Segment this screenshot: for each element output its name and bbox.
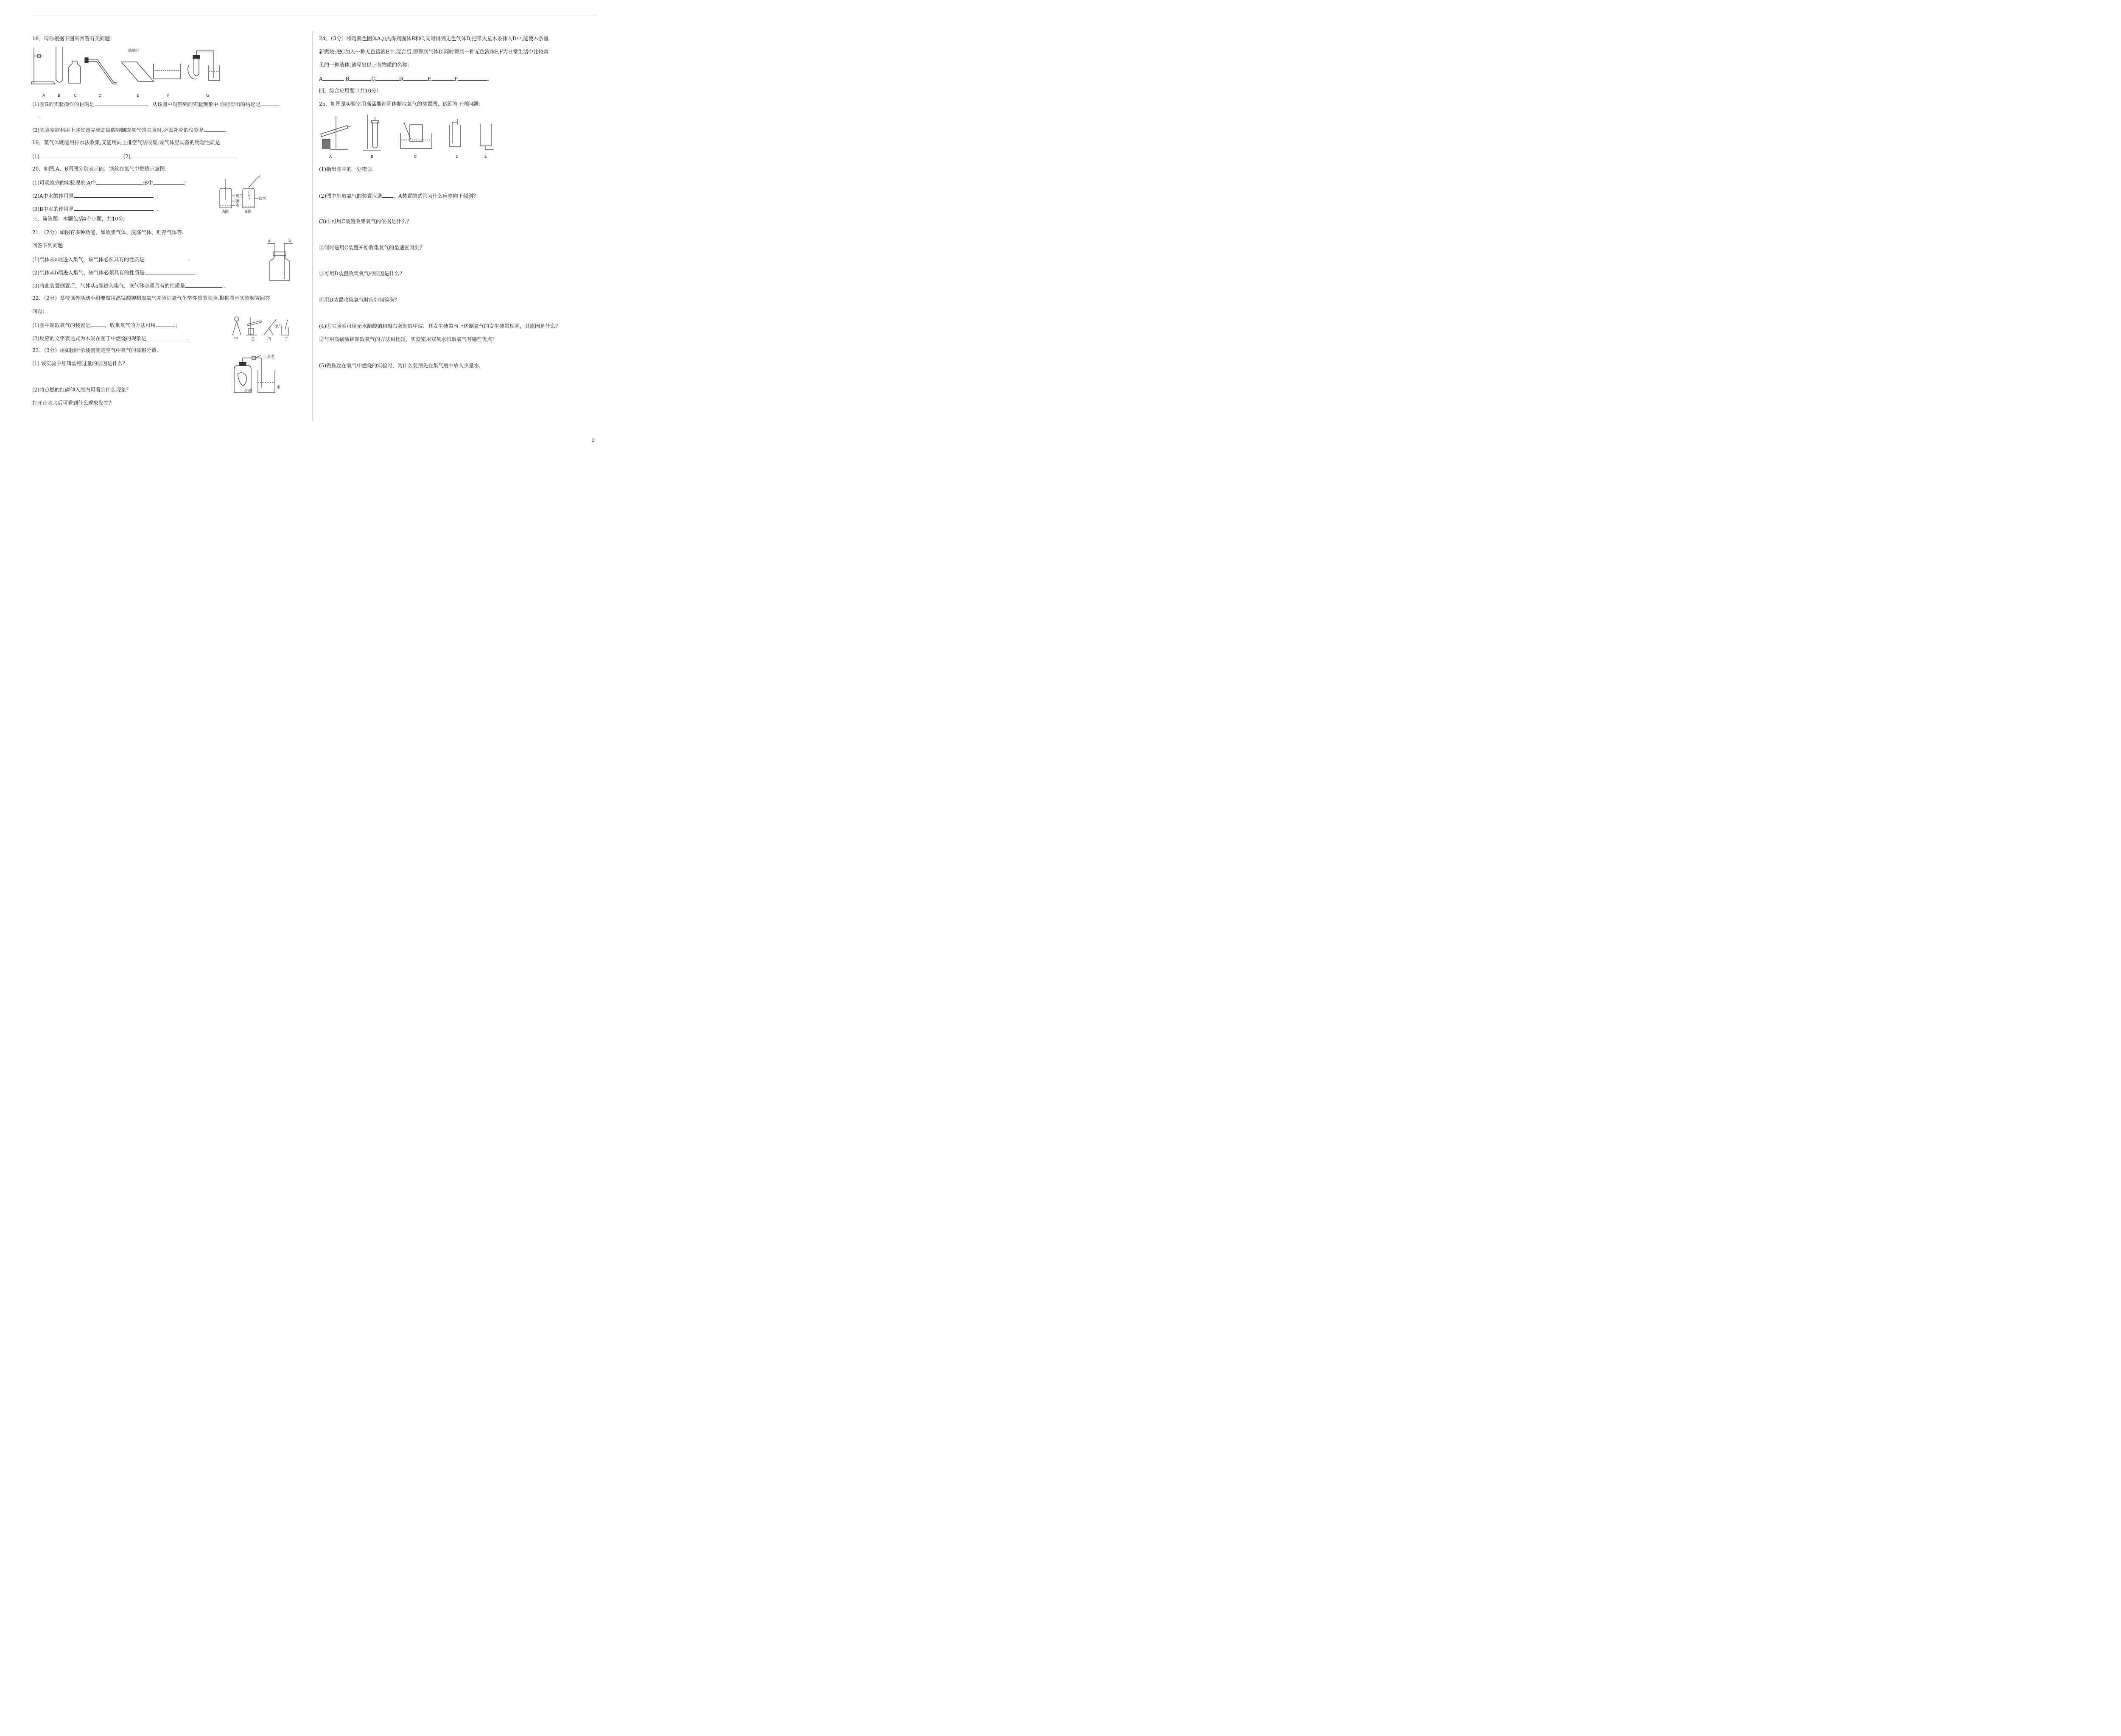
fig-label-C: C xyxy=(414,155,417,159)
red-phosphorus-label: 红磷 xyxy=(244,389,252,393)
answer-blank[interactable] xyxy=(145,269,195,274)
q22-part2: (2)反应的文字表达式为木炭在图丁中燃烧的现象是 . xyxy=(32,335,189,341)
section-4-heading: 四，综合应用题（共10分） xyxy=(319,88,382,94)
fig-label-B: B xyxy=(371,155,374,159)
q25-part5: (5)做铁丝在氧气中燃烧的实验时，为什么要预先在集气瓶中放入少量水. xyxy=(319,363,481,369)
answer-blank[interactable] xyxy=(39,153,120,158)
q23-stem: 23．（3分）用如图所示装置测定空气中氧气的体积分数. xyxy=(32,347,158,353)
q20-stem: 20．如图,A、B两图分别表示硫、铁丝在氧气中燃烧示意图： xyxy=(32,166,170,172)
q24-line2: 新燃烧;把C加入一种无色溶液E中,混合后,即得到气体D,同时得到一种无色液体F,F为日常生活中比较常 xyxy=(319,49,549,55)
end-a-label: a xyxy=(268,239,271,243)
q22-stem-line1: 22．（2分）某校课外活动小组要做用高锰酸钾制取氧气并验证氧气化学性质的实验.根据图示实验装置回答 xyxy=(32,295,270,301)
q24-answers: A B C D E F . xyxy=(319,76,490,82)
q25-part1: (1)指出图中的一处错误. xyxy=(319,166,374,172)
answer-blank[interactable] xyxy=(458,75,487,81)
q21-gas-bottle-figure xyxy=(264,238,296,284)
fig-label-C: C xyxy=(74,94,77,98)
q22-apparatus-figure xyxy=(229,313,293,341)
q25-stem: 25．如图是实验室用高锰酸钾固体制取氧气的装置图，试回答下列问题： xyxy=(319,101,484,107)
fig-label-bing: 丙 xyxy=(267,337,271,341)
fig-label-D: D xyxy=(98,94,101,98)
fig-label-jia: 甲 xyxy=(234,337,238,341)
q23-part2: (2)将点燃的红磷伸入瓶内可看到什么现象？ xyxy=(32,387,131,393)
q20-part2: (2)A中水的作用是 ； xyxy=(32,193,162,199)
answer-blank[interactable] xyxy=(382,192,393,198)
q19-stem: 19．某气体既能用排水法收集,又能用向上排空气法收集,该气体应具备的物理性质是 xyxy=(32,140,220,145)
fig-label-A: A xyxy=(329,155,332,159)
sulfur-label: 硫 xyxy=(235,199,240,204)
q18-stem: 18．请你根据下图来回答有关问题： xyxy=(32,36,115,42)
page-number: 2 xyxy=(592,438,595,443)
clamp-label: 止水夹 xyxy=(263,355,275,359)
answer-blank[interactable] xyxy=(96,179,143,185)
q25-part3-4: ④用D装置收集氧气时应如何验满？ xyxy=(319,297,400,303)
answer-blank[interactable] xyxy=(323,75,344,81)
q23-part1: (1) 该实验中红磷需稍过量的原因是什么？ xyxy=(32,361,128,366)
q25-part2: (2)图中制取氧气的装置应选 ，A装置的试管为什么应略向下倾斜？ xyxy=(319,193,478,199)
q22-part1: (1)图中制取氧气的装置是 ，收集氧气的方法可用 ； xyxy=(32,322,181,328)
q23-oxygen-measure-figure xyxy=(229,353,288,395)
q18-part2: (2)实验室欲利用上述仪器完成高锰酸钾制取氧气的实验时,必需补充的仪器是 . xyxy=(32,127,227,133)
oxygen-label: 氧气 xyxy=(275,324,283,329)
answer-blank[interactable] xyxy=(375,75,399,81)
fig-label-A: A xyxy=(42,94,45,98)
water-label: 水 xyxy=(277,386,281,390)
q25-part3-3: ③可用D装置收集氧气的原因是什么？ xyxy=(319,271,405,277)
answer-blank[interactable] xyxy=(74,205,154,211)
caption-a: A图 xyxy=(222,210,229,214)
fig-label-E: E xyxy=(484,155,487,159)
fig-label-F: F xyxy=(167,94,170,98)
fig-label-yi: 乙 xyxy=(251,337,255,341)
answer-blank[interactable] xyxy=(204,126,225,132)
answer-blank[interactable] xyxy=(185,282,222,288)
q18-part1-end: . xyxy=(37,114,39,120)
q25-part4-1: (4)①实验室可用无水醋酸钠和碱石灰制取甲烷，其发生装置与上述制氧气的发生装置相同，其原因是什么？ xyxy=(319,323,561,329)
q25-part3-1: (3)①可用C装置收集氧气的依据是什么？ xyxy=(319,218,412,224)
caption-b: B图 xyxy=(245,210,252,214)
answer-blank[interactable] xyxy=(74,192,154,198)
q25-apparatus-figure xyxy=(317,112,500,159)
answer-blank[interactable] xyxy=(403,75,428,81)
water-label: 水 xyxy=(235,204,240,208)
q18-apparatus-figure xyxy=(31,44,230,98)
answer-blank[interactable] xyxy=(90,321,105,327)
fig-label-B: B xyxy=(58,94,61,98)
section-3-heading: 三、简答题：本题包括4个小题，共10分。 xyxy=(32,216,129,222)
q21-part1: (1)气体从a端进入集气，该气体必须具有的性质是 . xyxy=(32,257,190,263)
answer-blank[interactable] xyxy=(260,101,279,106)
q24-line3: 见的一种液体.请写出以上各物质的名称： xyxy=(319,62,412,68)
fig-label-G: G xyxy=(206,94,209,98)
q20-part1: (1)可观察到的实验现象:A中 ;B中 ； xyxy=(32,180,189,186)
q25-part4-2: ②与用高锰酸钾制取氧气的方法相比较，实验室用双氧水制取氧气有哪些优点？ xyxy=(319,336,498,342)
answer-blank[interactable] xyxy=(431,75,454,81)
q19-answers: (1) (2) xyxy=(32,153,237,160)
oxygen-label: 氧气 xyxy=(235,194,243,198)
glass-plate-label: 玻璃片 xyxy=(128,49,140,53)
q25-part3-2: ②何时是用C装置开始收集氧气的最适宜时刻？ xyxy=(319,245,425,251)
q21-sub: 回答下列问题： xyxy=(32,243,68,249)
answer-blank[interactable] xyxy=(95,101,147,106)
q22-stem-line2: 问题： xyxy=(32,308,48,314)
answer-blank[interactable] xyxy=(144,256,188,261)
q21-part2: (2)气体从b端进入集气，该气体必须具有的性质是 . xyxy=(32,270,198,276)
answer-blank[interactable] xyxy=(156,321,175,327)
q24-line1: 24．（3分）将暗紫色固体A加热得到固体B和C,同时得到无色气体D,把带火星木条伸入D中,能使木条重 xyxy=(319,36,549,42)
q23-part3: 打开止水夹后可看到什么现象发生？ xyxy=(32,400,114,406)
answer-blank[interactable] xyxy=(146,335,187,340)
answer-blank[interactable] xyxy=(349,75,371,81)
q20-part3: (3)B中水的作用是 . xyxy=(32,206,159,212)
end-b-label: b xyxy=(288,239,291,243)
q21-stem: 21．（2分）如图有多种功能，如收集气体、洗涤气体、贮存气体等. xyxy=(32,229,184,235)
answer-blank[interactable] xyxy=(132,153,237,158)
q20-combustion-figure xyxy=(217,175,272,215)
fig-label-D: D xyxy=(456,155,459,159)
q21-part3: (3)将此装置倒置后，气体从a端进入集气，该气体必须具有的性质是 . xyxy=(32,283,226,289)
q18-part1: (1)图G的实验操作的目的是 ，从该图中观察到的实验现象中,你能得出的结论是 xyxy=(32,101,279,108)
fig-label-ding: 丁 xyxy=(284,337,288,341)
fig-label-E: E xyxy=(137,94,139,98)
iron-wire-label: 铁丝 xyxy=(258,197,266,201)
answer-blank[interactable] xyxy=(153,179,184,185)
